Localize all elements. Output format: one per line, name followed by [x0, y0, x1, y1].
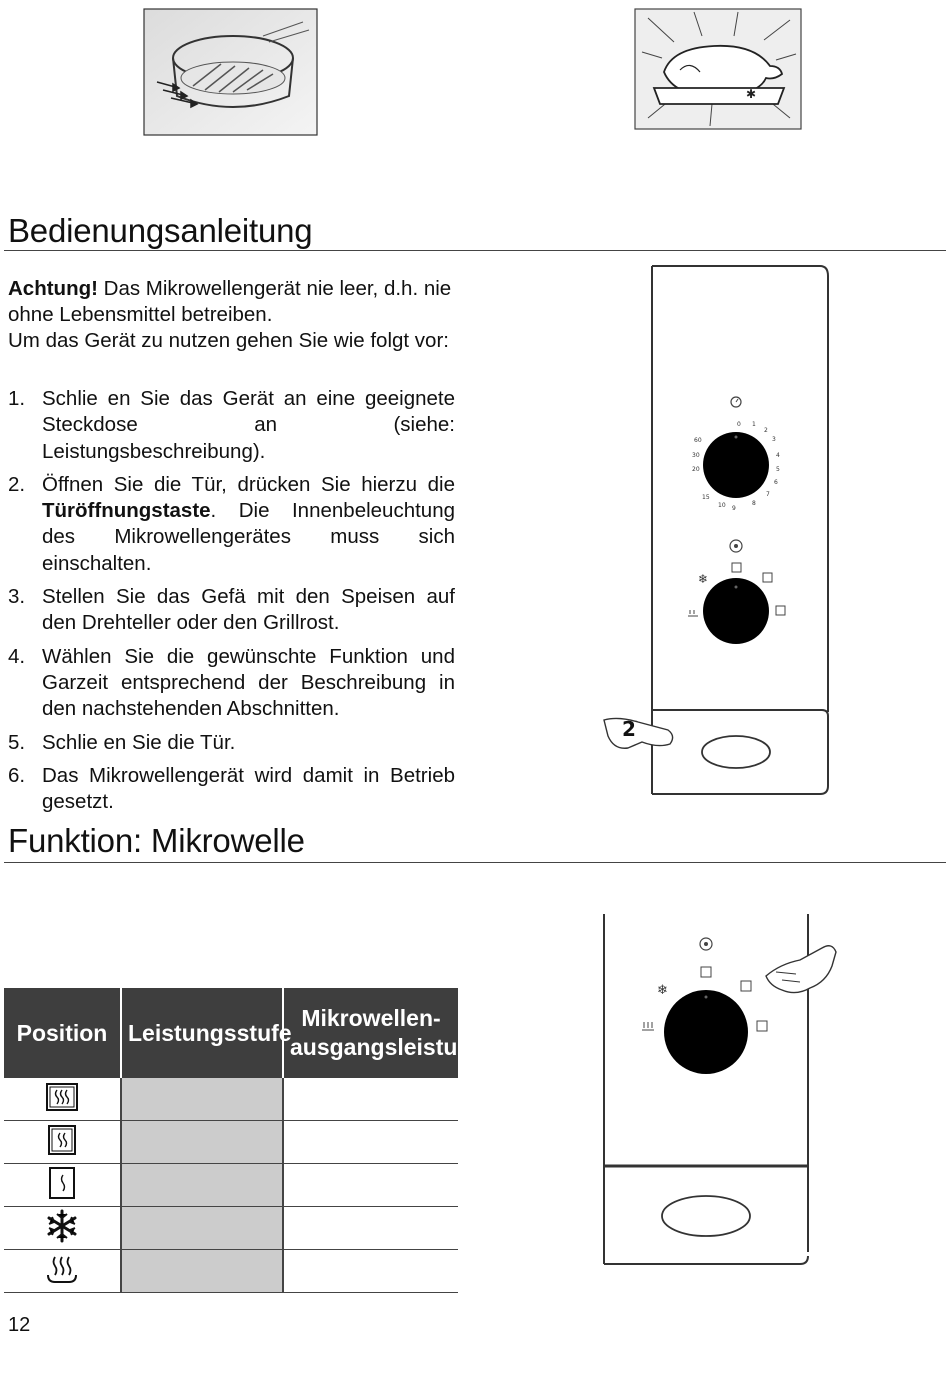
- table-row: [4, 1250, 458, 1293]
- step-number: 3.: [8, 585, 26, 609]
- dial-number: 6: [774, 479, 778, 486]
- step-item: [8, 584, 455, 637]
- dial-number: 7: [766, 491, 770, 498]
- dial-number: 10: [718, 502, 726, 509]
- roast-chicken-illustration: [634, 8, 804, 132]
- position-cell: [4, 1121, 121, 1164]
- table-row: [4, 1121, 458, 1164]
- step-item: [8, 472, 455, 577]
- usage-paragraph: Um das Gerät zu nutzen gehen Sie wie folgt vor:: [8, 329, 449, 352]
- dial-number: 4: [776, 452, 780, 459]
- output-cell: [283, 1250, 458, 1293]
- step-item: [8, 730, 455, 756]
- door-button-term: Türöffnungstaste: [42, 499, 211, 523]
- dial-number: 2: [764, 427, 768, 434]
- section-title-operating: Bedienungsanleitung: [8, 212, 313, 249]
- power-level-table: [4, 988, 486, 1293]
- step-text: Schlie en Sie das Gerät an eine geeignete Steckdose an (siehe: Leistungsbeschreibung).: [42, 387, 455, 463]
- microwave-medium-icon: [47, 1124, 77, 1156]
- position-cell: [4, 1164, 121, 1207]
- step-text: Wählen Sie die gewünschte Funktion und Garzeit entsprechend der Beschreibung in den nachstehenden Abschnitten.: [42, 644, 455, 721]
- microwave-low-icon: [48, 1166, 76, 1200]
- table-row: [4, 1078, 458, 1121]
- warning-text: Das Mikrowellengerät nie leer, d.h. nie ohne Lebensmittel betreiben.: [8, 277, 452, 326]
- step-number: 2.: [8, 472, 26, 496]
- step-number: 4.: [8, 644, 26, 668]
- round-dish-illustration: [143, 8, 319, 138]
- dial-number: 15: [702, 494, 710, 501]
- step-text: Öffnen Sie die Tür, drücken Sie hierzu die: [42, 472, 455, 496]
- power-level-cell: [121, 1207, 283, 1250]
- position-cell: [4, 1078, 121, 1121]
- dial-number: 30: [692, 452, 700, 459]
- function-selector-illustration: [600, 912, 846, 1268]
- step-number: 5.: [8, 730, 26, 754]
- timer-knob: [692, 397, 780, 512]
- output-cell: [283, 1078, 458, 1121]
- dial-number: 0: [737, 421, 741, 428]
- function-knob: [688, 540, 785, 644]
- step-text: Stellen Sie das Gefä mit den Speisen auf den Drehteller oder den Grillrost.: [42, 585, 455, 635]
- dial-number: 5: [776, 466, 780, 473]
- control-panel-illustration: [598, 264, 834, 800]
- svg-text:❄: ❄: [698, 572, 709, 586]
- dial-number: 60: [694, 437, 702, 444]
- step-text: Schlie en Sie die Tür.: [42, 730, 236, 754]
- step-list: [8, 386, 455, 822]
- page-number: 12: [8, 1314, 31, 1336]
- step-text: Das Mikrowellengerät wird damit in Betrieb gesetzt.: [42, 763, 455, 814]
- output-cell: [283, 1164, 458, 1207]
- power-level-cell: [121, 1078, 283, 1121]
- defrost-snowflake-icon: [45, 1208, 79, 1244]
- warning-paragraph: [8, 276, 455, 328]
- door-button-callout: 2: [622, 717, 636, 741]
- power-level-cell: [121, 1121, 283, 1164]
- step-text: . Die Innenbeleuchtung des Mikrowellengerätes muss sich einschalten.: [42, 499, 455, 575]
- position-cell: [4, 1207, 121, 1250]
- svg-text:✱: ✱: [746, 87, 757, 101]
- dial-number: 9: [732, 505, 736, 512]
- step-item: [8, 644, 455, 723]
- step-number: 1.: [8, 387, 26, 410]
- dial-number: 20: [692, 466, 700, 473]
- power-level-cell: [121, 1164, 283, 1207]
- output-cell: [283, 1121, 458, 1164]
- header-position: Position: [4, 988, 121, 1078]
- table-row: [4, 1164, 458, 1207]
- microwave-high-icon: [45, 1082, 79, 1112]
- dial-number: 1: [752, 421, 756, 428]
- header-power-level: Leistungsstufe: [121, 988, 283, 1078]
- section-title-microwave: Funktion: Mikrowelle: [8, 822, 305, 859]
- keep-warm-icon: [45, 1253, 79, 1285]
- intro-text: [8, 276, 455, 354]
- table-header-row: [4, 988, 458, 1078]
- position-cell: [4, 1250, 121, 1293]
- section-divider: [4, 250, 946, 251]
- dial-number: 3: [772, 436, 776, 443]
- warning-label: Achtung!: [8, 277, 98, 300]
- step-item: [8, 386, 455, 465]
- svg-text:❄: ❄: [657, 983, 668, 998]
- table-row: [4, 1207, 458, 1250]
- output-cell: [283, 1207, 458, 1250]
- step-number: 6.: [8, 763, 26, 787]
- header-output-power: Mikrowellen-ausgangsleistung: [283, 988, 458, 1078]
- power-level-cell: [121, 1250, 283, 1293]
- step-item: [8, 763, 455, 816]
- dial-number: 8: [752, 500, 756, 507]
- section-divider: [4, 862, 946, 863]
